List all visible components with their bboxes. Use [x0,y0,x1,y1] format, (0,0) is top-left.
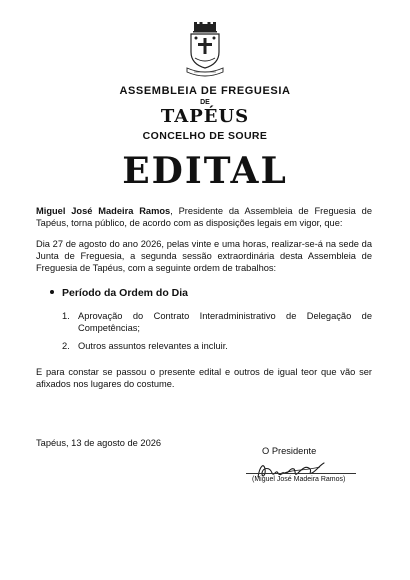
agenda-item-text: Aprovação do Contrato Interadministrativo de Delegação de Competências; [78,311,372,334]
agenda-heading-text: Período da Ordem do Dia [62,287,189,299]
assembly-heading: ASSEMBLEIA DE FREGUESIA [119,85,291,97]
agenda-item-text: Outros assuntos relevantes a incluir. [78,341,228,351]
place-and-date: Tapéus, 13 de agosto de 2026 [36,438,162,448]
agenda-item-number: 2. [62,341,70,351]
agenda-heading [50,287,188,299]
document-title: EDITAL [122,150,288,192]
signatory-name: (Miguel José Madeira Ramos) [252,476,346,483]
agenda-item-number: 1. [62,311,70,321]
bullet-icon [50,290,54,294]
parish-crest-icon [182,22,228,78]
parish-name: TAPÉUS [160,106,250,127]
signatory-role: O Presidente [262,446,317,456]
announcement-paragraph: Dia 27 de agosto do ano 2026, pelas vinte e uma horas, realizar-se-á na sede da Junta de Freguesia, a segunda sessão extraordinária desta Assembleia de Freguesia de Tapéus, com a seguinte ordem de trabalhos: [36,239,372,274]
intro-paragraph [36,205,372,229]
intro-text: , Presidente da Assembleia de Freguesia de Tapéus, torna público, de acordo com as disposições legais em vigor, que: [36,206,373,229]
municipality-heading: CONCELHO DE SOURE [142,130,268,142]
agenda-item [62,310,372,334]
president-name: Miguel José Madeira Ramos [36,206,171,216]
agenda-item [62,340,372,352]
signature-line [246,473,356,474]
heading-connector: DE [200,99,210,106]
closing-paragraph: E para constar se passou o presente edital e outros de igual teor que vão ser afixados nos lugares do costume. [36,367,372,390]
